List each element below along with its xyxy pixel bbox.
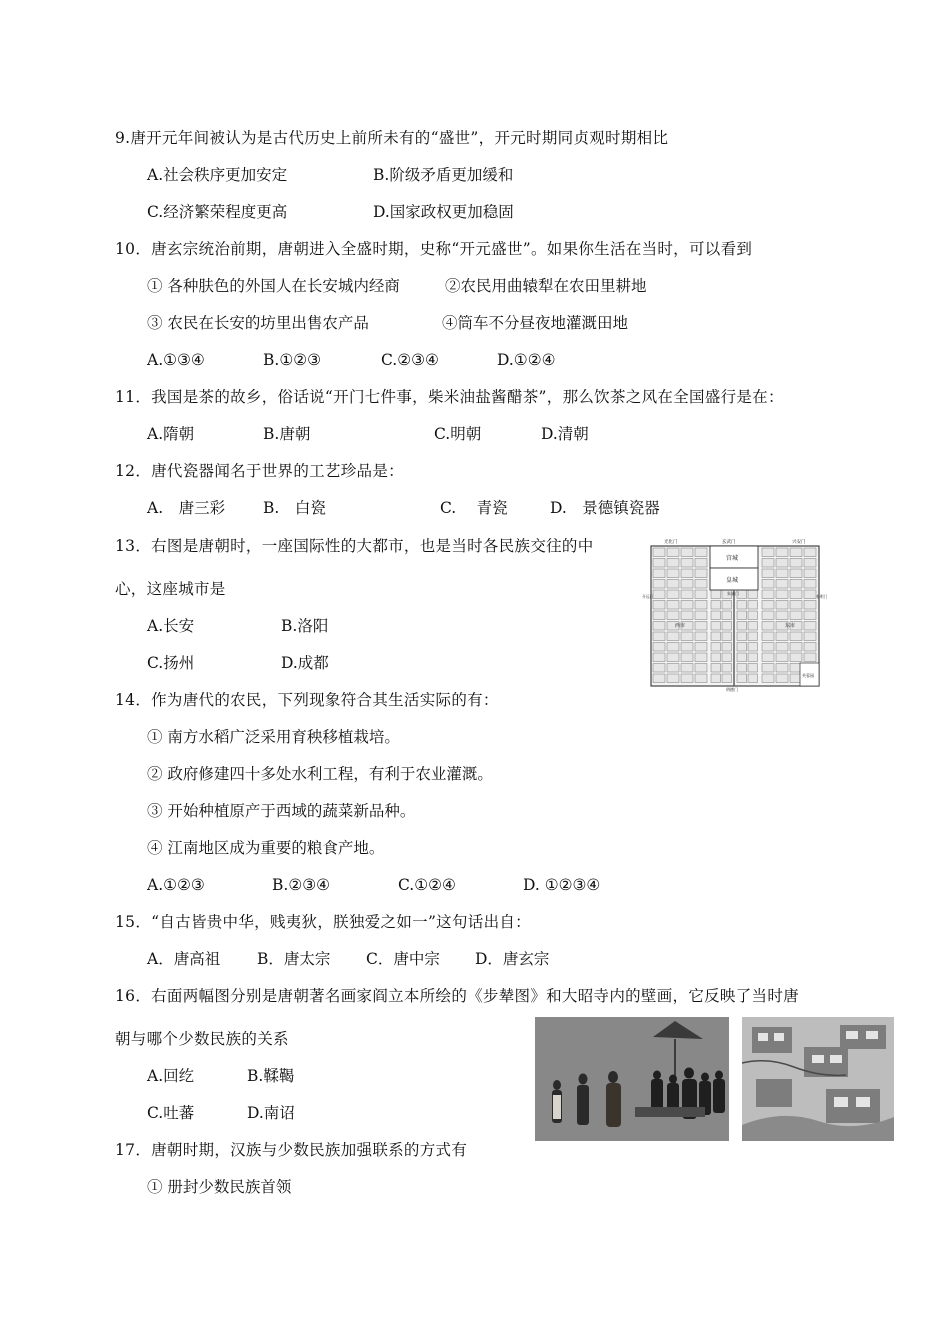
city-ward-block: [776, 601, 788, 610]
city-ward-block: [695, 653, 707, 662]
q13-option-b[interactable]: B.洛阳: [281, 617, 329, 635]
city-ward-block: [804, 548, 816, 557]
q10-item-4: ④筒车不分昼夜地灌溉田地: [442, 314, 629, 332]
city-ward-block: [695, 643, 707, 652]
city-ward-block: [667, 632, 679, 641]
q10-option-b[interactable]: B.①②③: [263, 351, 322, 369]
city-ward-block: [790, 611, 802, 620]
map-label-west-market: 西市: [675, 623, 686, 629]
city-map-svg: [642, 535, 828, 692]
city-ward-block: [653, 559, 665, 568]
city-ward-block: [762, 601, 774, 610]
city-ward-block: [722, 622, 732, 631]
city-ward-block: [776, 590, 788, 599]
map-label-gate-top-mid: 玄武门: [722, 540, 736, 545]
q13-option-c[interactable]: C.扬州: [147, 654, 195, 672]
q10-item-1: ① 各种肤色的外国人在长安城内经商: [147, 277, 400, 295]
question-16-stem-line1: 16．右面两幅图分别是唐朝著名画家阎立本所绘的《步辇图》和大昭寺内的壁画，它反映了当时唐: [115, 987, 799, 1005]
city-ward-block: [790, 601, 802, 610]
city-ward-block: [748, 674, 758, 683]
city-ward-block: [722, 643, 732, 652]
city-ward-block: [790, 643, 802, 652]
city-ward-block: [762, 611, 774, 620]
city-ward-block: [804, 643, 816, 652]
city-ward-block: [711, 653, 721, 662]
city-ward-block: [790, 590, 802, 599]
map-label-east-market: 东市: [785, 623, 796, 629]
map-label-gate-center: 朱雀门: [727, 591, 739, 596]
city-ward-block: [681, 559, 693, 568]
city-ward-block: [790, 559, 802, 568]
q11-option-a[interactable]: A.隋朝: [147, 425, 195, 443]
city-ward-block: [804, 653, 816, 662]
city-ward-block: [667, 611, 679, 620]
city-ward-block: [653, 632, 665, 641]
q12-option-b[interactable]: B. 白瓷: [263, 499, 326, 517]
city-ward-block: [748, 611, 758, 620]
q11-option-d[interactable]: D.清朝: [541, 425, 589, 443]
changan-city-map: [642, 535, 828, 692]
q15-option-a[interactable]: A．唐高祖: [147, 950, 221, 968]
city-ward-block: [748, 590, 758, 599]
q10-option-d[interactable]: D.①②④: [497, 351, 556, 369]
city-ward-block: [737, 601, 747, 610]
city-ward-block: [667, 559, 679, 568]
city-ward-block: [737, 664, 747, 673]
city-ward-block: [804, 632, 816, 641]
city-ward-block: [722, 653, 732, 662]
city-ward-block: [762, 559, 774, 568]
city-ward-block: [790, 548, 802, 557]
bunian-painting-image: [535, 1017, 729, 1141]
city-ward-block: [653, 643, 665, 652]
q14-item-2: ② 政府修建四十多处水利工程，有利于农业灌溉。: [147, 765, 493, 783]
city-ward-block: [667, 580, 679, 589]
city-ward-block: [653, 622, 665, 631]
city-ward-block: [681, 590, 693, 599]
city-ward-block: [667, 643, 679, 652]
city-ward-block: [681, 548, 693, 557]
city-ward-block: [667, 601, 679, 610]
question-9-stem: 9.唐开元年间被认为是古代历史上前所未有的“盛世”，开元时期同贞观时期相比: [115, 129, 669, 147]
city-ward-block: [762, 674, 774, 683]
q14-item-3: ③ 开始种植原产于西域的蔬菜新品种。: [147, 802, 416, 820]
map-label-right-gate: 春明门: [816, 594, 828, 599]
city-ward-block: [790, 580, 802, 589]
city-ward-block: [776, 632, 788, 641]
question-13-stem-line1: 13．右图是唐朝时，一座国际性的大都市，也是当时各民族交往的中: [115, 537, 594, 555]
city-ward-block: [762, 590, 774, 599]
map-label-imperial: 皇城: [726, 577, 739, 584]
city-ward-block: [695, 611, 707, 620]
city-ward-block: [762, 580, 774, 589]
city-ward-block: [722, 632, 732, 641]
city-ward-block: [653, 674, 665, 683]
city-ward-block: [804, 580, 816, 589]
city-ward-block: [790, 653, 802, 662]
city-ward-block: [653, 548, 665, 557]
q14-option-b[interactable]: B.②③④: [272, 876, 331, 894]
map-label-gate-top-right: 兴安门: [792, 540, 806, 545]
city-ward-block: [737, 653, 747, 662]
city-ward-block: [711, 622, 721, 631]
map-label-gate-top-left: 光化门: [664, 540, 678, 545]
city-ward-block: [711, 664, 721, 673]
city-ward-block: [748, 643, 758, 652]
city-ward-block: [681, 569, 693, 578]
city-ward-block: [695, 569, 707, 578]
q14-item-4: ④ 江南地区成为重要的粮食产地。: [147, 839, 385, 857]
city-ward-block: [653, 569, 665, 578]
q16-option-a[interactable]: A.回纥: [147, 1067, 195, 1085]
city-ward-block: [722, 664, 732, 673]
city-ward-block: [681, 580, 693, 589]
city-ward-block: [762, 622, 774, 631]
question-17-stem: 17．唐朝时期，汉族与少数民族加强联系的方式有: [115, 1141, 468, 1159]
city-ward-block: [653, 580, 665, 589]
city-ward-block: [711, 643, 721, 652]
city-ward-block: [776, 643, 788, 652]
q12-option-c[interactable]: C. 青瓷: [440, 499, 508, 517]
question-14-stem: 14．作为唐代的农民，下列现象符合其生活实际的有：: [115, 691, 499, 709]
map-label-left-gate: 开远门: [642, 594, 654, 599]
city-ward-block: [711, 632, 721, 641]
q13-option-d[interactable]: D.成都: [281, 654, 329, 672]
q11-option-b[interactable]: B.唐朝: [263, 425, 311, 443]
q17-item-1: ① 册封少数民族首领: [147, 1178, 292, 1196]
q15-option-b[interactable]: B．唐太宗: [257, 950, 331, 968]
city-ward-block: [722, 601, 732, 610]
city-ward-block: [776, 611, 788, 620]
q10-option-c[interactable]: C.②③④: [381, 351, 439, 369]
city-ward-block: [695, 590, 707, 599]
city-ward-block: [722, 611, 732, 620]
city-ward-block: [653, 664, 665, 673]
city-ward-block: [737, 611, 747, 620]
city-ward-block: [695, 664, 707, 673]
city-ward-block: [804, 611, 816, 620]
city-ward-block: [681, 664, 693, 673]
question-10-stem: 10．唐玄宗统治前期，唐朝进入全盛时期，史称“开元盛世”。如果你生活在当时，可以看到: [115, 240, 753, 258]
map-label-garden: 芙蓉园: [802, 673, 814, 678]
city-ward-block: [804, 622, 816, 631]
city-ward-block: [762, 632, 774, 641]
city-ward-block: [667, 569, 679, 578]
city-ward-block: [776, 569, 788, 578]
city-ward-block: [776, 664, 788, 673]
city-ward-block: [681, 653, 693, 662]
q16-option-c[interactable]: C.吐蕃: [147, 1104, 195, 1122]
city-ward-block: [711, 601, 721, 610]
q9-option-d[interactable]: D.国家政权更加稳固: [373, 203, 514, 221]
city-ward-block: [653, 590, 665, 599]
city-ward-block: [737, 643, 747, 652]
city-ward-block: [737, 674, 747, 683]
city-ward-block: [653, 611, 665, 620]
city-ward-block: [737, 622, 747, 631]
city-ward-block: [695, 580, 707, 589]
city-ward-block: [667, 664, 679, 673]
city-ward-block: [681, 601, 693, 610]
city-ward-block: [790, 569, 802, 578]
city-ward-block: [667, 548, 679, 557]
city-ward-block: [681, 643, 693, 652]
city-ward-block: [804, 590, 816, 599]
q9-option-c[interactable]: C.经济繁荣程度更高: [147, 203, 288, 221]
city-ward-block: [695, 622, 707, 631]
city-ward-block: [776, 548, 788, 557]
city-ward-block: [748, 622, 758, 631]
q9-option-b[interactable]: B.阶级矛盾更加缓和: [373, 166, 514, 184]
q10-item-2: ②农民用曲辕犁在农田里耕地: [445, 277, 647, 295]
q15-option-d[interactable]: D．唐玄宗: [475, 950, 550, 968]
q15-option-c[interactable]: C．唐中宗: [366, 950, 440, 968]
q13-option-a[interactable]: A.长安: [147, 617, 195, 635]
city-ward-block: [776, 559, 788, 568]
city-ward-block: [748, 653, 758, 662]
question-13-stem-line2: 心，这座城市是: [115, 580, 226, 598]
city-ward-block: [653, 601, 665, 610]
q16-option-b[interactable]: B.鞣鞨: [247, 1067, 295, 1085]
city-ward-block: [737, 632, 747, 641]
city-ward-block: [762, 569, 774, 578]
q9-option-a[interactable]: A.社会秩序更加安定: [147, 166, 288, 184]
city-ward-block: [762, 653, 774, 662]
city-ward-block: [762, 548, 774, 557]
city-ward-block: [695, 548, 707, 557]
city-ward-block: [711, 590, 721, 599]
city-ward-block: [695, 601, 707, 610]
city-ward-block: [711, 674, 721, 683]
city-ward-block: [776, 674, 788, 683]
city-ward-block: [748, 664, 758, 673]
jokhang-mural-image: [742, 1017, 894, 1141]
city-ward-block: [804, 569, 816, 578]
q14-option-d[interactable]: D. ①②③④: [523, 876, 601, 894]
city-ward-block: [695, 559, 707, 568]
map-label-palace: 宫城: [726, 555, 739, 562]
city-ward-block: [748, 601, 758, 610]
q16-option-d[interactable]: D.南诏: [247, 1104, 295, 1122]
city-ward-block: [695, 674, 707, 683]
q10-option-a[interactable]: A.①③④: [147, 351, 205, 369]
city-ward-block: [711, 611, 721, 620]
question-12-stem: 12．唐代瓷器闻名于世界的工艺珍品是：: [115, 462, 404, 480]
city-ward-block: [667, 674, 679, 683]
city-ward-block: [653, 653, 665, 662]
question-11-stem: 11．我国是茶的故乡，俗话说“开门七件事，柴米油盐酱醋茶”，那么饮茶之风在全国盛行是在：: [115, 388, 784, 406]
city-ward-block: [762, 664, 774, 673]
city-ward-block: [776, 653, 788, 662]
city-ward-block: [762, 643, 774, 652]
q11-option-c[interactable]: C.明朝: [434, 425, 482, 443]
city-ward-block: [722, 674, 732, 683]
map-label-gate-bottom: 明德门: [726, 687, 738, 692]
city-ward-block: [681, 611, 693, 620]
question-16-stem-line2: 朝与哪个少数民族的关系: [115, 1030, 289, 1048]
q10-item-3: ③ 农民在长安的坊里出售农产品: [147, 314, 369, 332]
q14-option-a[interactable]: A.①②③: [147, 876, 205, 894]
q14-item-1: ① 南方水稻广泛采用育秧移植栽培。: [147, 728, 400, 746]
city-ward-block: [748, 632, 758, 641]
q12-option-d[interactable]: D. 景德镇瓷器: [550, 499, 660, 517]
city-ward-block: [681, 674, 693, 683]
question-15-stem: 15．“自古皆贵中华，贱夷狄，朕独爱之如一”这句话出自：: [115, 913, 531, 931]
city-ward-block: [695, 632, 707, 641]
city-ward-block: [804, 601, 816, 610]
city-ward-block: [804, 559, 816, 568]
city-ward-block: [667, 653, 679, 662]
city-ward-block: [667, 590, 679, 599]
city-ward-block: [790, 632, 802, 641]
city-ward-block: [681, 632, 693, 641]
city-ward-block: [776, 580, 788, 589]
q14-option-c[interactable]: C.①②④: [398, 876, 456, 894]
q12-option-a[interactable]: A. 唐三彩: [147, 499, 226, 517]
